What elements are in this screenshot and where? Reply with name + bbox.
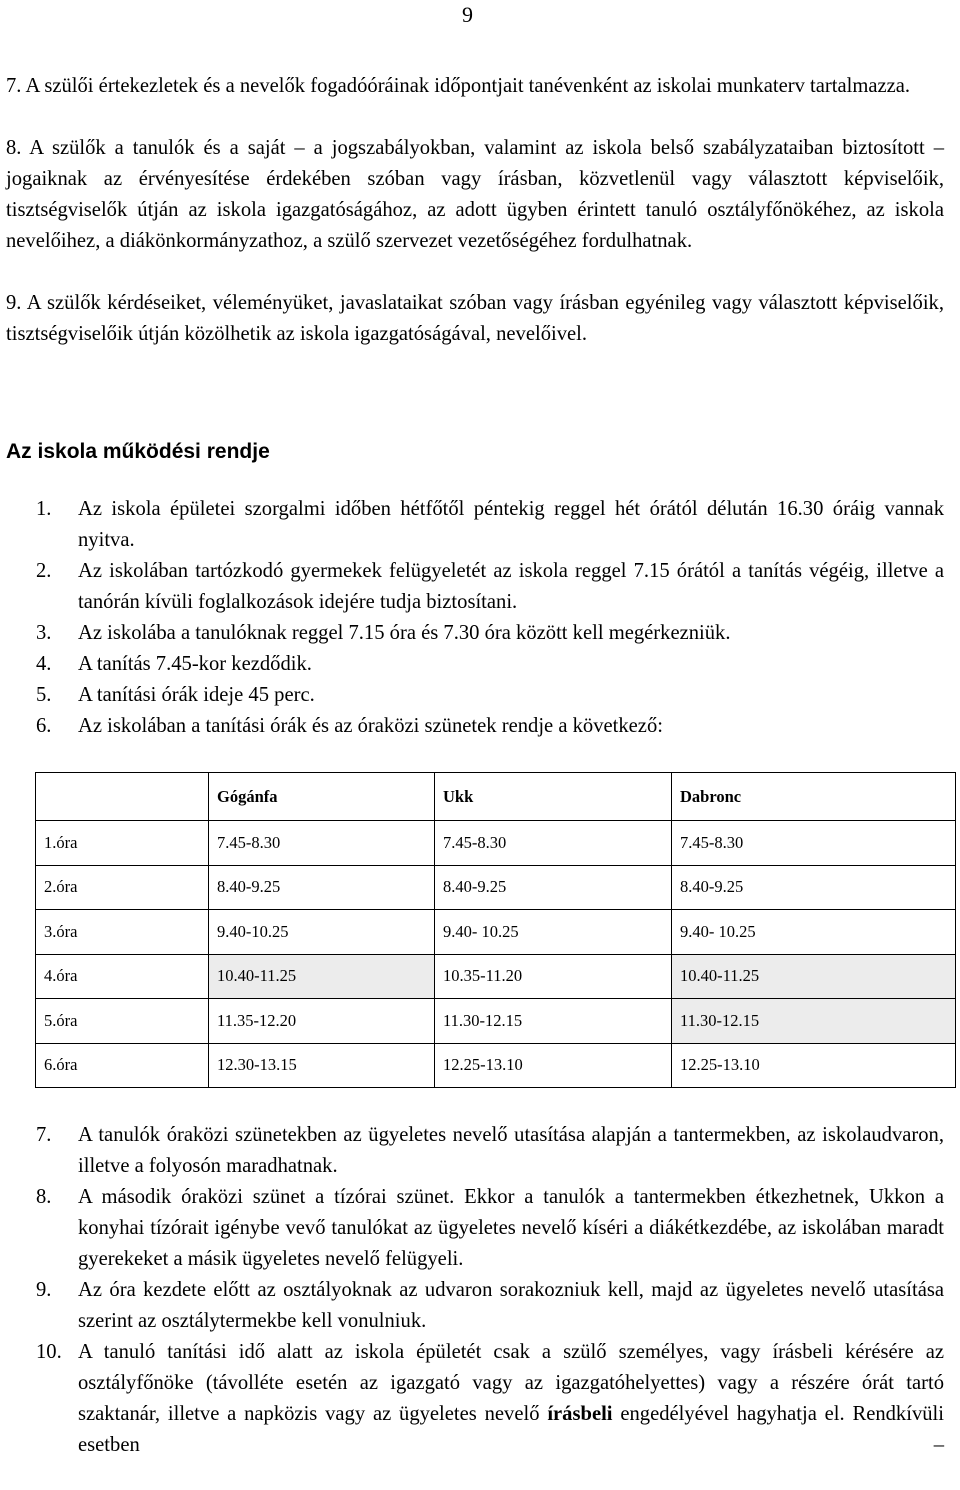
table-row (36, 821, 956, 866)
list-item-number: 8. (36, 1186, 52, 1208)
list-item-text-part: engedélyével hagyhatja el. Rendkívüli esetben – (78, 1403, 944, 1456)
table-cell: 9.40-10.25 (209, 910, 435, 955)
section-heading: Az iskola működési rendje (6, 440, 270, 463)
table-cell: 1.óra (36, 821, 209, 866)
table-cell: 10.35-11.20 (435, 954, 672, 999)
header-cell-dabronc: Dabronc (672, 773, 956, 821)
table-cell: 7.45-8.30 (435, 821, 672, 866)
table-header-row (36, 773, 956, 821)
header-cell-empty (36, 773, 209, 821)
table-cell: 12.30-13.15 (209, 1043, 435, 1088)
list-item-number: 5. (36, 684, 52, 706)
list-item-text: Az iskolában tartózkodó gyermekek felügyeletét az iskola reggel 7.15 órától a tanítás végéig, illetve a tanórán kívüli foglalkozások idejére tudja biztosítani. (78, 560, 944, 613)
table-row (36, 954, 956, 999)
list-item-number: 3. (36, 622, 52, 644)
table-cell: 8.40-9.25 (435, 865, 672, 910)
table-cell: 9.40- 10.25 (435, 910, 672, 955)
list-item-number: 1. (36, 498, 52, 520)
table-cell: 6.óra (36, 1043, 209, 1088)
paragraph-7: 7. A szülői értekezletek és a nevelők fogadóóráinak időpontjait tanévenként az iskolai munkaterv tartalmazza. (6, 75, 911, 97)
list-item (36, 649, 944, 680)
table-cell: 4.óra (36, 954, 209, 999)
list-item-text-part: A tanuló tanítási idő alatt az iskola épületét csak a szülő személyes, vagy írásbeli kérésére az osztályfőnöke (távolléte esetén az igazgató vagy az igazgatóhelyettes) vagy a részére órát tartó szaktanár, illetve a napközis vagy az ügyeletes nevelő (78, 1341, 944, 1425)
list-item-text (78, 1337, 944, 1461)
table-cell: 8.40-9.25 (672, 865, 956, 910)
rules-list-before-table (36, 494, 944, 742)
table-row (36, 865, 956, 910)
list-item (36, 680, 944, 711)
rules-list-after-table (36, 1120, 944, 1461)
list-item-number: 10. (36, 1341, 62, 1363)
list-item-text: A tanítás 7.45-kor kezdődik. (78, 653, 312, 675)
list-item-number: 4. (36, 653, 52, 675)
table-cell: 5.óra (36, 999, 209, 1044)
table-cell: 8.40-9.25 (209, 865, 435, 910)
table-cell: 11.30-12.15 (435, 999, 672, 1044)
table-cell: 7.45-8.30 (209, 821, 435, 866)
header-cell-gogánfa: Gógánfa (209, 773, 435, 821)
list-item-number: 2. (36, 560, 52, 582)
paragraph-9: 9. A szülők kérdéseiket, véleményüket, javaslataikat szóban vagy írásban egyénileg vagy választott képviselőik, tisztségviselőik útján közölhetik az iskola igazgatóságával, nevelőivel. (6, 292, 944, 345)
table-cell: 11.30-12.15 (672, 999, 956, 1044)
list-item-text: Az iskolába a tanulóknak reggel 7.15 óra és 7.30 óra között kell megérkezniük. (78, 622, 731, 644)
list-item (36, 556, 944, 618)
table-row (36, 1043, 956, 1088)
paragraph-8: 8. A szülők a tanulók és a saját – a jogszabályokban, valamint az iskola belső szabályzataiban biztosított – jogaiknak az érvényesítése érdekében szóban vagy írásban, közvetlenül vagy választott képviselőik, tisztségviselők útján az iskola igazgatóságához, az adott ügyben érintett tanuló osztályfőnökéhez, az iskola nevelőihez, a diákönkormányzathoz, a szülő szervezet vezetőségéhez fordulhatnak. (6, 137, 944, 252)
table-cell: 11.35-12.20 (209, 999, 435, 1044)
list-item (36, 1182, 944, 1275)
list-item-number: 7. (36, 1124, 52, 1146)
table-cell: 12.25-13.10 (435, 1043, 672, 1088)
table-cell: 9.40- 10.25 (672, 910, 956, 955)
table-cell: 3.óra (36, 910, 209, 955)
list-item-text: Az iskola épületei szorgalmi időben hétfőtől péntekig reggel hét órától délután 16.30 óráig vannak nyitva. (78, 498, 944, 551)
page-number: 9 (462, 2, 473, 27)
list-item (36, 618, 944, 649)
list-item-number: 9. (36, 1279, 52, 1301)
table-row (36, 999, 956, 1044)
table-cell: 10.40-11.25 (209, 954, 435, 999)
list-item (36, 1120, 944, 1182)
list-item-bold-word: írásbeli (547, 1403, 613, 1425)
table-row (36, 910, 956, 955)
list-item (36, 711, 944, 742)
list-item-text: A tanulók óraközi szünetekben az ügyeletes nevelő utasítása alapján a tantermekben, az iskolaudvaron, illetve a folyosón maradhatnak. (78, 1124, 944, 1177)
table-cell: 12.25-13.10 (672, 1043, 956, 1088)
table-cell: 2.óra (36, 865, 209, 910)
list-item-text: Az iskolában a tanítási órák és az óraközi szünetek rendje a következő: (78, 715, 663, 737)
table-cell: 7.45-8.30 (672, 821, 956, 866)
list-item-text: A tanítási órák ideje 45 perc. (78, 684, 315, 706)
list-item (36, 1337, 944, 1461)
list-item (36, 494, 944, 556)
table-cell: 10.40-11.25 (672, 954, 956, 999)
list-item-text: A második óraközi szünet a tízórai szünet. Ekkor a tanulók a tantermekben étkezhetnek, Ukkon a konyhai tízórait igénybe vevő tanulókat az ügyeletes nevelő kíséri a diákétkezdébe, az iskolában maradt gyerekeket a másik ügyeletes nevelő felügyeli. (78, 1186, 944, 1270)
list-item (36, 1275, 944, 1337)
list-item-number: 6. (36, 715, 52, 737)
header-cell-ukk: Ukk (435, 773, 672, 821)
list-item-text: Az óra kezdete előtt az osztályoknak az udvaron sorakozniuk kell, majd az ügyeletes nevelő utasítása szerint az osztálytermekbe kell vonulniuk. (78, 1279, 944, 1332)
schedule-table (35, 772, 956, 1088)
